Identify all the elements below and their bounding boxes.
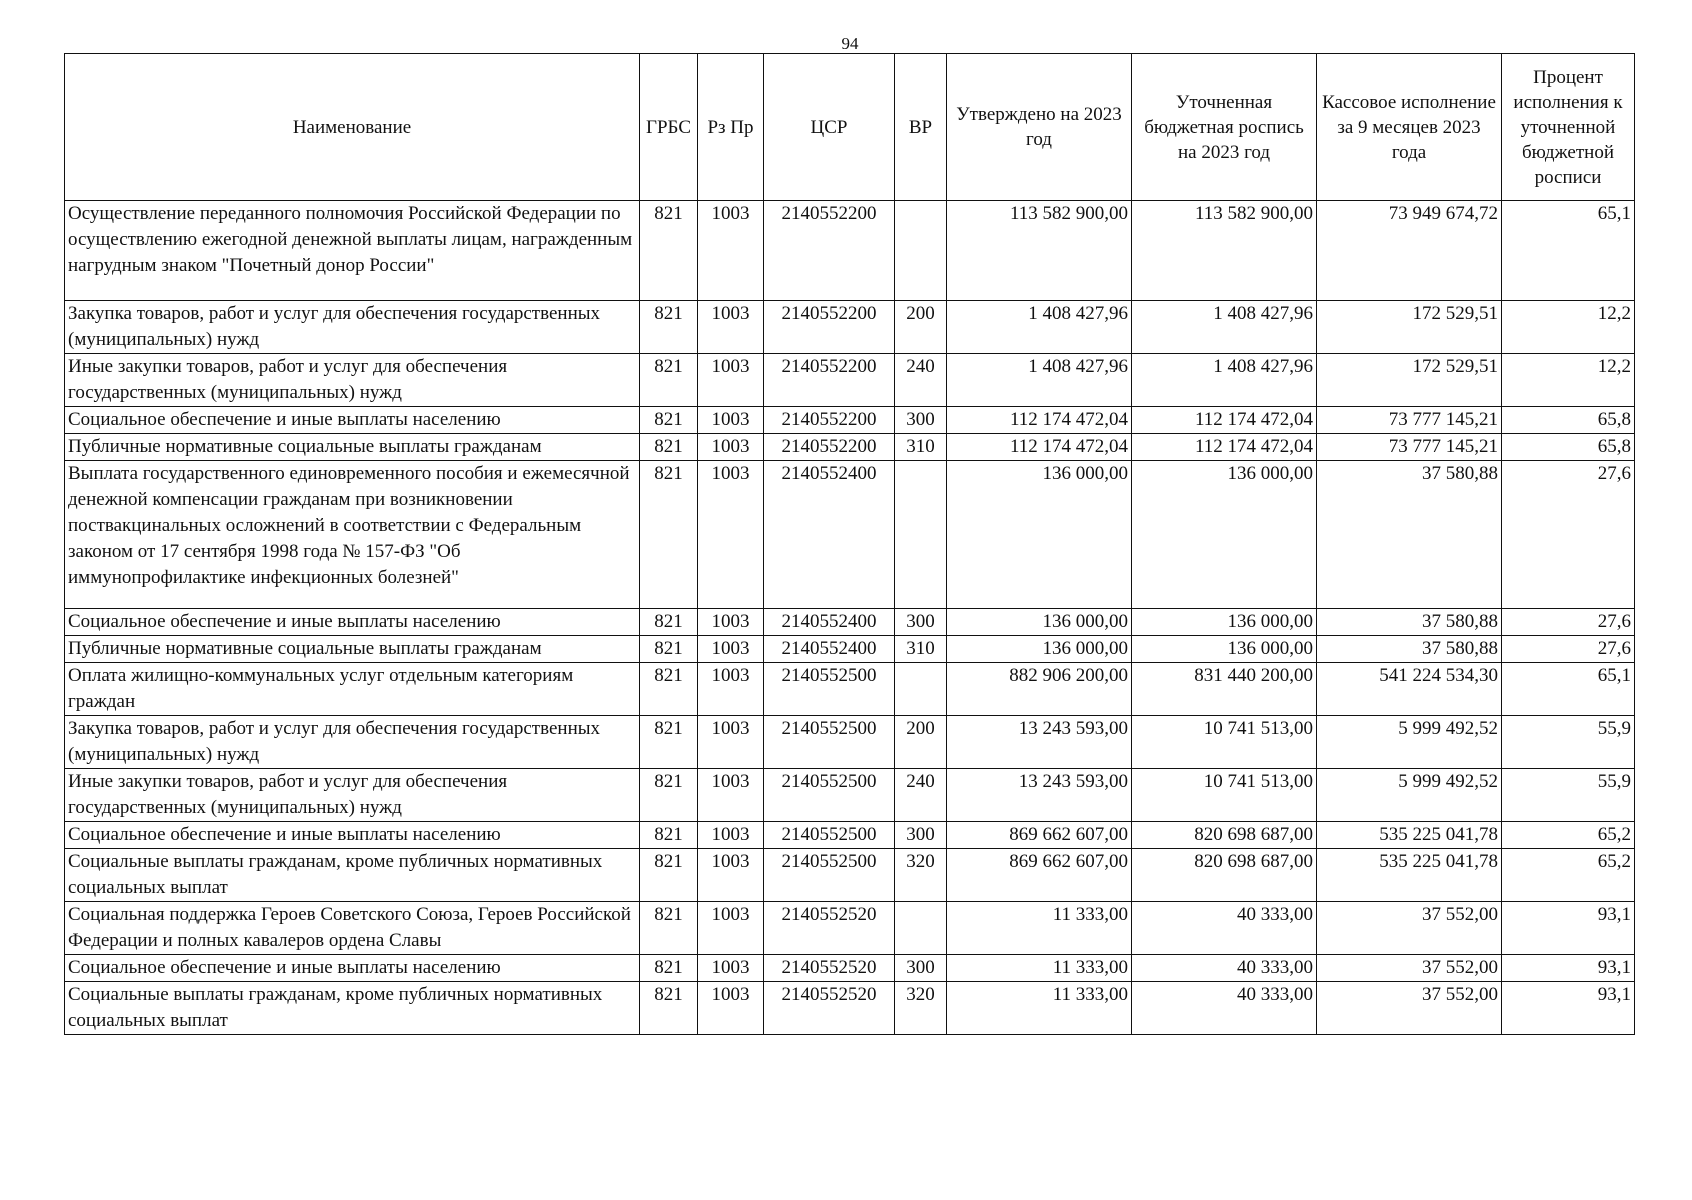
cell-rz-pr: 1003	[698, 902, 764, 955]
cell-approved: 112 174 472,04	[947, 407, 1132, 434]
cell-vr	[895, 902, 947, 955]
cell-grbs: 821	[640, 982, 698, 1035]
table-body	[65, 201, 1635, 1035]
cell-rz-pr: 1003	[698, 407, 764, 434]
cell-cash: 172 529,51	[1317, 301, 1502, 354]
cell-grbs: 821	[640, 434, 698, 461]
cell-refined: 1 408 427,96	[1132, 301, 1317, 354]
cell-cash: 73 777 145,21	[1317, 407, 1502, 434]
header-cash: Кассовое исполнение за 9 месяцев 2023 года	[1317, 54, 1502, 201]
cell-csr: 2140552200	[764, 407, 895, 434]
cell-rz-pr: 1003	[698, 434, 764, 461]
cell-refined: 10 741 513,00	[1132, 716, 1317, 769]
cell-refined: 136 000,00	[1132, 636, 1317, 663]
cell-rz-pr: 1003	[698, 955, 764, 982]
table-row	[65, 769, 1635, 822]
cell-vr	[895, 663, 947, 716]
cell-grbs: 821	[640, 769, 698, 822]
cell-approved: 869 662 607,00	[947, 849, 1132, 902]
cell-rz-pr: 1003	[698, 201, 764, 301]
cell-csr: 2140552500	[764, 822, 895, 849]
cell-vr: 300	[895, 822, 947, 849]
cell-refined: 831 440 200,00	[1132, 663, 1317, 716]
cell-csr: 2140552200	[764, 354, 895, 407]
cell-name: Закупка товаров, работ и услуг для обеспечения государственных (муниципальных) нужд	[65, 716, 640, 769]
cell-cash: 37 580,88	[1317, 636, 1502, 663]
cell-refined: 10 741 513,00	[1132, 769, 1317, 822]
cell-refined: 40 333,00	[1132, 982, 1317, 1035]
cell-cash: 37 580,88	[1317, 609, 1502, 636]
cell-csr: 2140552200	[764, 434, 895, 461]
cell-refined: 112 174 472,04	[1132, 434, 1317, 461]
cell-approved: 869 662 607,00	[947, 822, 1132, 849]
header-name: Наименование	[65, 54, 640, 201]
header-refined: Уточненная бюджетная роспись на 2023 год	[1132, 54, 1317, 201]
cell-refined: 136 000,00	[1132, 461, 1317, 609]
cell-vr: 300	[895, 609, 947, 636]
header-row	[65, 54, 1635, 201]
cell-refined: 112 174 472,04	[1132, 407, 1317, 434]
cell-vr: 300	[895, 407, 947, 434]
cell-vr: 310	[895, 636, 947, 663]
cell-cash: 73 777 145,21	[1317, 434, 1502, 461]
cell-vr: 320	[895, 849, 947, 902]
cell-cash: 5 999 492,52	[1317, 769, 1502, 822]
cell-vr: 200	[895, 301, 947, 354]
cell-percent: 12,2	[1502, 301, 1635, 354]
cell-rz-pr: 1003	[698, 769, 764, 822]
cell-refined: 1 408 427,96	[1132, 354, 1317, 407]
cell-cash: 541 224 534,30	[1317, 663, 1502, 716]
table-row	[65, 407, 1635, 434]
cell-grbs: 821	[640, 955, 698, 982]
cell-csr: 2140552500	[764, 769, 895, 822]
cell-vr: 240	[895, 769, 947, 822]
cell-refined: 136 000,00	[1132, 609, 1317, 636]
cell-approved: 136 000,00	[947, 636, 1132, 663]
cell-vr: 200	[895, 716, 947, 769]
cell-csr: 2140552520	[764, 955, 895, 982]
cell-percent: 27,6	[1502, 461, 1635, 609]
table-row	[65, 716, 1635, 769]
cell-cash: 37 580,88	[1317, 461, 1502, 609]
cell-percent: 55,9	[1502, 769, 1635, 822]
cell-csr: 2140552200	[764, 201, 895, 301]
table-row	[65, 636, 1635, 663]
cell-vr: 320	[895, 982, 947, 1035]
cell-approved: 13 243 593,00	[947, 716, 1132, 769]
table-row	[65, 982, 1635, 1035]
cell-approved: 13 243 593,00	[947, 769, 1132, 822]
cell-grbs: 821	[640, 636, 698, 663]
table-row	[65, 434, 1635, 461]
header-percent: Процент исполнения к уточненной бюджетной росписи	[1502, 54, 1635, 201]
cell-approved: 11 333,00	[947, 982, 1132, 1035]
cell-name: Оплата жилищно-коммунальных услуг отдельным категориям граждан	[65, 663, 640, 716]
cell-percent: 93,1	[1502, 902, 1635, 955]
header-approved: Утверждено на 2023 год	[947, 54, 1132, 201]
cell-refined: 820 698 687,00	[1132, 822, 1317, 849]
cell-cash: 37 552,00	[1317, 955, 1502, 982]
cell-cash: 535 225 041,78	[1317, 849, 1502, 902]
cell-refined: 40 333,00	[1132, 902, 1317, 955]
cell-cash: 37 552,00	[1317, 982, 1502, 1035]
cell-percent: 27,6	[1502, 609, 1635, 636]
cell-name: Осуществление переданного полномочия Российской Федерации по осуществлению ежегодной денежной выплаты лицам, награжденным нагрудным знаком "Почетный донор России"	[65, 201, 640, 301]
cell-percent: 12,2	[1502, 354, 1635, 407]
cell-rz-pr: 1003	[698, 354, 764, 407]
table-row	[65, 354, 1635, 407]
cell-rz-pr: 1003	[698, 636, 764, 663]
cell-grbs: 821	[640, 354, 698, 407]
cell-rz-pr: 1003	[698, 716, 764, 769]
cell-grbs: 821	[640, 849, 698, 902]
cell-name: Выплата государственного единовременного пособия и ежемесячной денежной компенсации гражданам при возникновении поствакцинальных осложнений в соответствии с Федеральным законом от 17 сентября 1998 года № 157-ФЗ "Об иммунопрофилактике инфекционных болезней"	[65, 461, 640, 609]
cell-name: Социальное обеспечение и иные выплаты населению	[65, 407, 640, 434]
cell-grbs: 821	[640, 461, 698, 609]
header-csr: ЦСР	[764, 54, 895, 201]
cell-name: Социальная поддержка Героев Советского Союза, Героев Российской Федерации и полных кавалеров ордена Славы	[65, 902, 640, 955]
cell-grbs: 821	[640, 716, 698, 769]
cell-csr: 2140552520	[764, 982, 895, 1035]
cell-percent: 93,1	[1502, 955, 1635, 982]
cell-name: Закупка товаров, работ и услуг для обеспечения государственных (муниципальных) нужд	[65, 301, 640, 354]
cell-name: Социальное обеспечение и иные выплаты населению	[65, 822, 640, 849]
cell-name: Публичные нормативные социальные выплаты гражданам	[65, 636, 640, 663]
cell-csr: 2140552500	[764, 716, 895, 769]
cell-vr: 240	[895, 354, 947, 407]
cell-grbs: 821	[640, 407, 698, 434]
cell-csr: 2140552500	[764, 849, 895, 902]
cell-rz-pr: 1003	[698, 982, 764, 1035]
cell-percent: 65,2	[1502, 822, 1635, 849]
cell-csr: 2140552400	[764, 461, 895, 609]
cell-approved: 11 333,00	[947, 902, 1132, 955]
table-row	[65, 822, 1635, 849]
cell-percent: 65,1	[1502, 201, 1635, 301]
cell-rz-pr: 1003	[698, 822, 764, 849]
cell-name: Социальные выплаты гражданам, кроме публичных нормативных социальных выплат	[65, 982, 640, 1035]
cell-approved: 11 333,00	[947, 955, 1132, 982]
cell-grbs: 821	[640, 902, 698, 955]
table-row	[65, 609, 1635, 636]
cell-cash: 5 999 492,52	[1317, 716, 1502, 769]
table-row	[65, 663, 1635, 716]
cell-approved: 112 174 472,04	[947, 434, 1132, 461]
cell-csr: 2140552400	[764, 609, 895, 636]
cell-percent: 93,1	[1502, 982, 1635, 1035]
cell-percent: 65,1	[1502, 663, 1635, 716]
cell-approved: 882 906 200,00	[947, 663, 1132, 716]
cell-percent: 65,2	[1502, 849, 1635, 902]
cell-vr: 310	[895, 434, 947, 461]
table-row	[65, 849, 1635, 902]
cell-refined: 113 582 900,00	[1132, 201, 1317, 301]
cell-csr: 2140552400	[764, 636, 895, 663]
cell-name: Социальное обеспечение и иные выплаты населению	[65, 609, 640, 636]
cell-rz-pr: 1003	[698, 461, 764, 609]
cell-percent: 65,8	[1502, 434, 1635, 461]
cell-percent: 65,8	[1502, 407, 1635, 434]
cell-cash: 73 949 674,72	[1317, 201, 1502, 301]
header-grbs: ГРБС	[640, 54, 698, 201]
cell-approved: 136 000,00	[947, 609, 1132, 636]
cell-csr: 2140552200	[764, 301, 895, 354]
cell-name: Публичные нормативные социальные выплаты гражданам	[65, 434, 640, 461]
table-row	[65, 301, 1635, 354]
table-row	[65, 201, 1635, 301]
cell-rz-pr: 1003	[698, 609, 764, 636]
cell-approved: 113 582 900,00	[947, 201, 1132, 301]
cell-refined: 820 698 687,00	[1132, 849, 1317, 902]
cell-approved: 1 408 427,96	[947, 301, 1132, 354]
budget-table	[64, 53, 1635, 1035]
cell-vr	[895, 201, 947, 301]
cell-csr: 2140552500	[764, 663, 895, 716]
cell-name: Социальные выплаты гражданам, кроме публичных нормативных социальных выплат	[65, 849, 640, 902]
cell-grbs: 821	[640, 663, 698, 716]
cell-percent: 55,9	[1502, 716, 1635, 769]
cell-rz-pr: 1003	[698, 849, 764, 902]
cell-cash: 535 225 041,78	[1317, 822, 1502, 849]
cell-rz-pr: 1003	[698, 663, 764, 716]
cell-percent: 27,6	[1502, 636, 1635, 663]
cell-name: Иные закупки товаров, работ и услуг для обеспечения государственных (муниципальных) нужд	[65, 769, 640, 822]
cell-vr	[895, 461, 947, 609]
cell-grbs: 821	[640, 301, 698, 354]
header-rz-pr: Рз Пр	[698, 54, 764, 201]
cell-name: Социальное обеспечение и иные выплаты населению	[65, 955, 640, 982]
table-row	[65, 902, 1635, 955]
cell-csr: 2140552520	[764, 902, 895, 955]
cell-cash: 37 552,00	[1317, 902, 1502, 955]
cell-refined: 40 333,00	[1132, 955, 1317, 982]
cell-vr: 300	[895, 955, 947, 982]
table-row	[65, 955, 1635, 982]
table-row	[65, 461, 1635, 609]
header-vr: ВР	[895, 54, 947, 201]
cell-grbs: 821	[640, 609, 698, 636]
cell-grbs: 821	[640, 822, 698, 849]
cell-rz-pr: 1003	[698, 301, 764, 354]
cell-name: Иные закупки товаров, работ и услуг для обеспечения государственных (муниципальных) нужд	[65, 354, 640, 407]
cell-cash: 172 529,51	[1317, 354, 1502, 407]
cell-grbs: 821	[640, 201, 698, 301]
cell-approved: 1 408 427,96	[947, 354, 1132, 407]
page-number: 94	[841, 34, 859, 53]
cell-approved: 136 000,00	[947, 461, 1132, 609]
